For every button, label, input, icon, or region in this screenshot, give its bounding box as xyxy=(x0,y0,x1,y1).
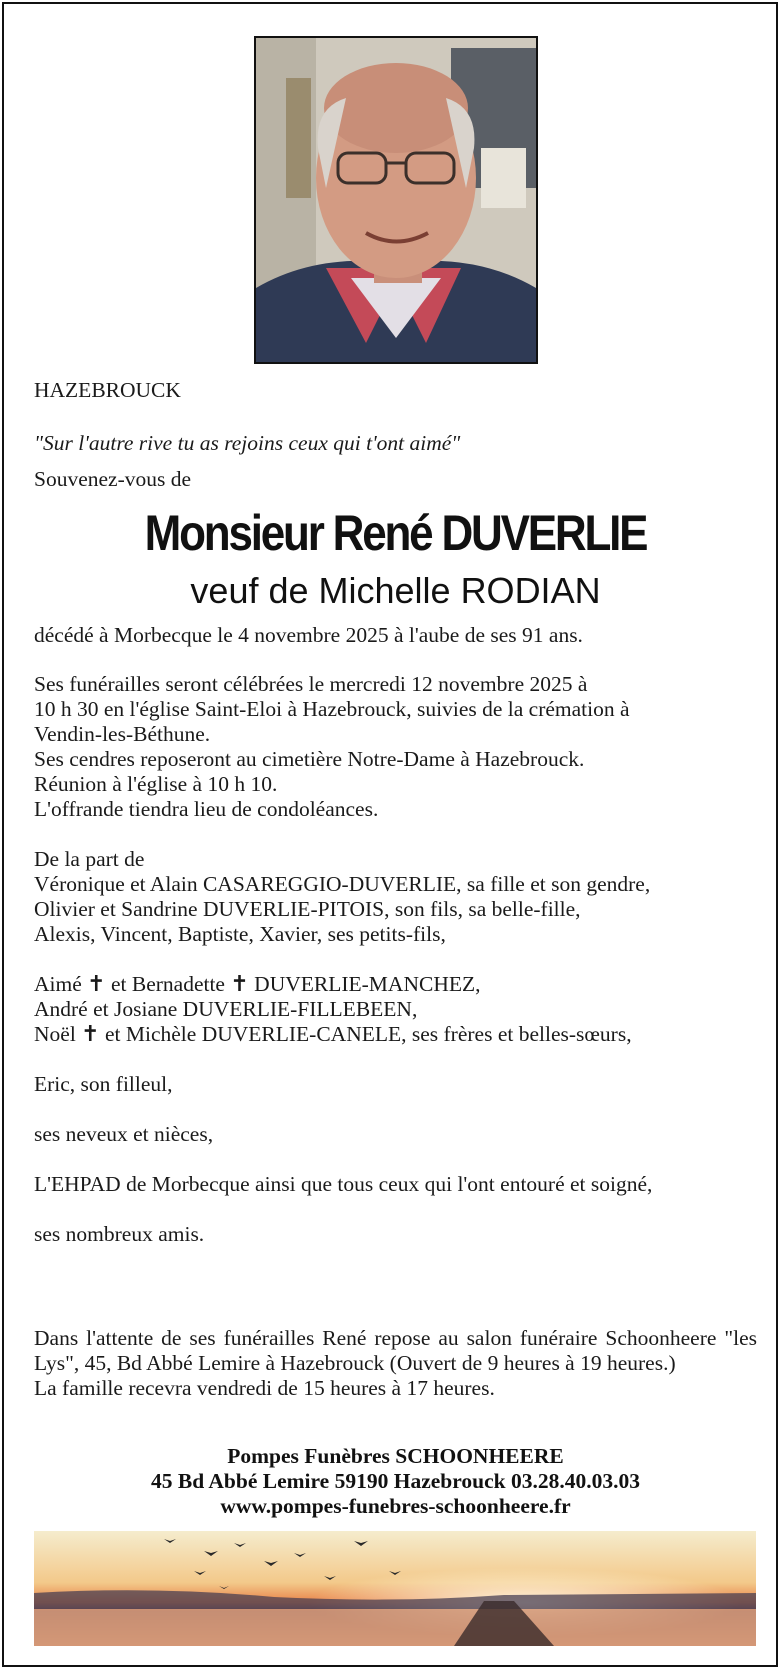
cross-icon: ✝ xyxy=(230,972,249,997)
sibling-name: Aimé xyxy=(34,972,82,996)
sibling-name: Noël xyxy=(34,1022,76,1046)
portrait-photo xyxy=(254,36,538,364)
epitaph-quote: "Sur l'autre rive tu as rejoins ceux qui t'ont aimé" xyxy=(34,431,461,455)
ceremony-line: Vendin-les-Béthune. xyxy=(34,722,211,746)
reception-text: La famille recevra vendredi de 15 heures à 17 heures. xyxy=(34,1376,495,1400)
funeral-home-name: Pompes Funèbres SCHOONHEERE xyxy=(227,1444,564,1468)
spouse-line: veuf de Michelle RODIAN xyxy=(190,570,601,611)
family-member: ses neveux et nièces, xyxy=(34,1122,214,1146)
family-intro: De la part de xyxy=(34,847,145,871)
sibling-name: DUVERLIE-MANCHEZ, xyxy=(254,972,481,996)
deceased-name: Monsieur René DUVERLIE xyxy=(144,505,647,561)
family-member: ses nombreux amis. xyxy=(34,1222,205,1246)
ceremony-line: 10 h 30 en l'église Saint-Eloi à Hazebrouck, suivies de la crémation à xyxy=(34,697,630,721)
ceremony-line: Ses cendres reposeront au cimetière Notre-Dame à Hazebrouck. xyxy=(34,747,585,771)
family-member: André et Josiane DUVERLIE-FILLEBEEN, xyxy=(34,997,418,1021)
ceremony-line: Réunion à l'église à 10 h 10. xyxy=(34,772,278,796)
ceremony-details xyxy=(34,672,757,822)
sunset-banner xyxy=(34,1531,756,1646)
sunset-lake-image xyxy=(34,1531,756,1646)
ceremony-line: L'offrande tiendra lieu de condoléances. xyxy=(34,797,379,821)
ceremony-line: Ses funérailles seront célébrées le mercredi 12 novembre 2025 à xyxy=(34,672,588,696)
cross-icon: ✝ xyxy=(81,1022,100,1047)
sibling-name: et Michèle DUVERLIE-CANELE, ses frères et belles-sœurs, xyxy=(104,1022,632,1046)
portrait-image xyxy=(256,38,536,362)
funeral-home-address: 45 Bd Abbé Lemire 59190 Hazebrouck 03.28.40.03.03 xyxy=(151,1469,640,1493)
funeral-home-website: www.pompes-funebres-schoonheere.fr xyxy=(220,1494,571,1518)
family-member: L'EHPAD de Morbecque ainsi que tous ceux qui l'ont entouré et soigné, xyxy=(34,1172,653,1196)
death-notice: décédé à Morbecque le 4 novembre 2025 à l'aube de ses 91 ans. xyxy=(34,623,583,647)
intro-text: Souvenez-vous de xyxy=(34,467,192,491)
family-member: Eric, son filleul, xyxy=(34,1072,173,1096)
family-member xyxy=(34,972,757,997)
family-member: Alexis, Vincent, Baptiste, Xavier, ses petits-fils, xyxy=(34,922,446,946)
visitation-info xyxy=(34,1326,757,1401)
family-member: Véronique et Alain CASAREGGIO-DUVERLIE, sa fille et son gendre, xyxy=(34,872,651,896)
sibling-name: et Bernadette xyxy=(110,972,225,996)
visitation-text: Dans l'attente de ses funérailles René repose au salon funéraire Schoonheere "les Lys", 45, Bd Abbé Lemire à Hazebrouck (Ouvert de 9 heures à 19 heures.) xyxy=(34,1326,757,1375)
obituary-frame xyxy=(2,2,778,1667)
cross-icon: ✝ xyxy=(87,972,106,997)
family-list xyxy=(34,847,757,1247)
family-member xyxy=(34,1022,757,1047)
funeral-home-info xyxy=(34,1444,757,1519)
family-member: Olivier et Sandrine DUVERLIE-PITOIS, son fils, sa belle-fille, xyxy=(34,897,581,921)
city-heading: HAZEBROUCK xyxy=(34,378,181,402)
